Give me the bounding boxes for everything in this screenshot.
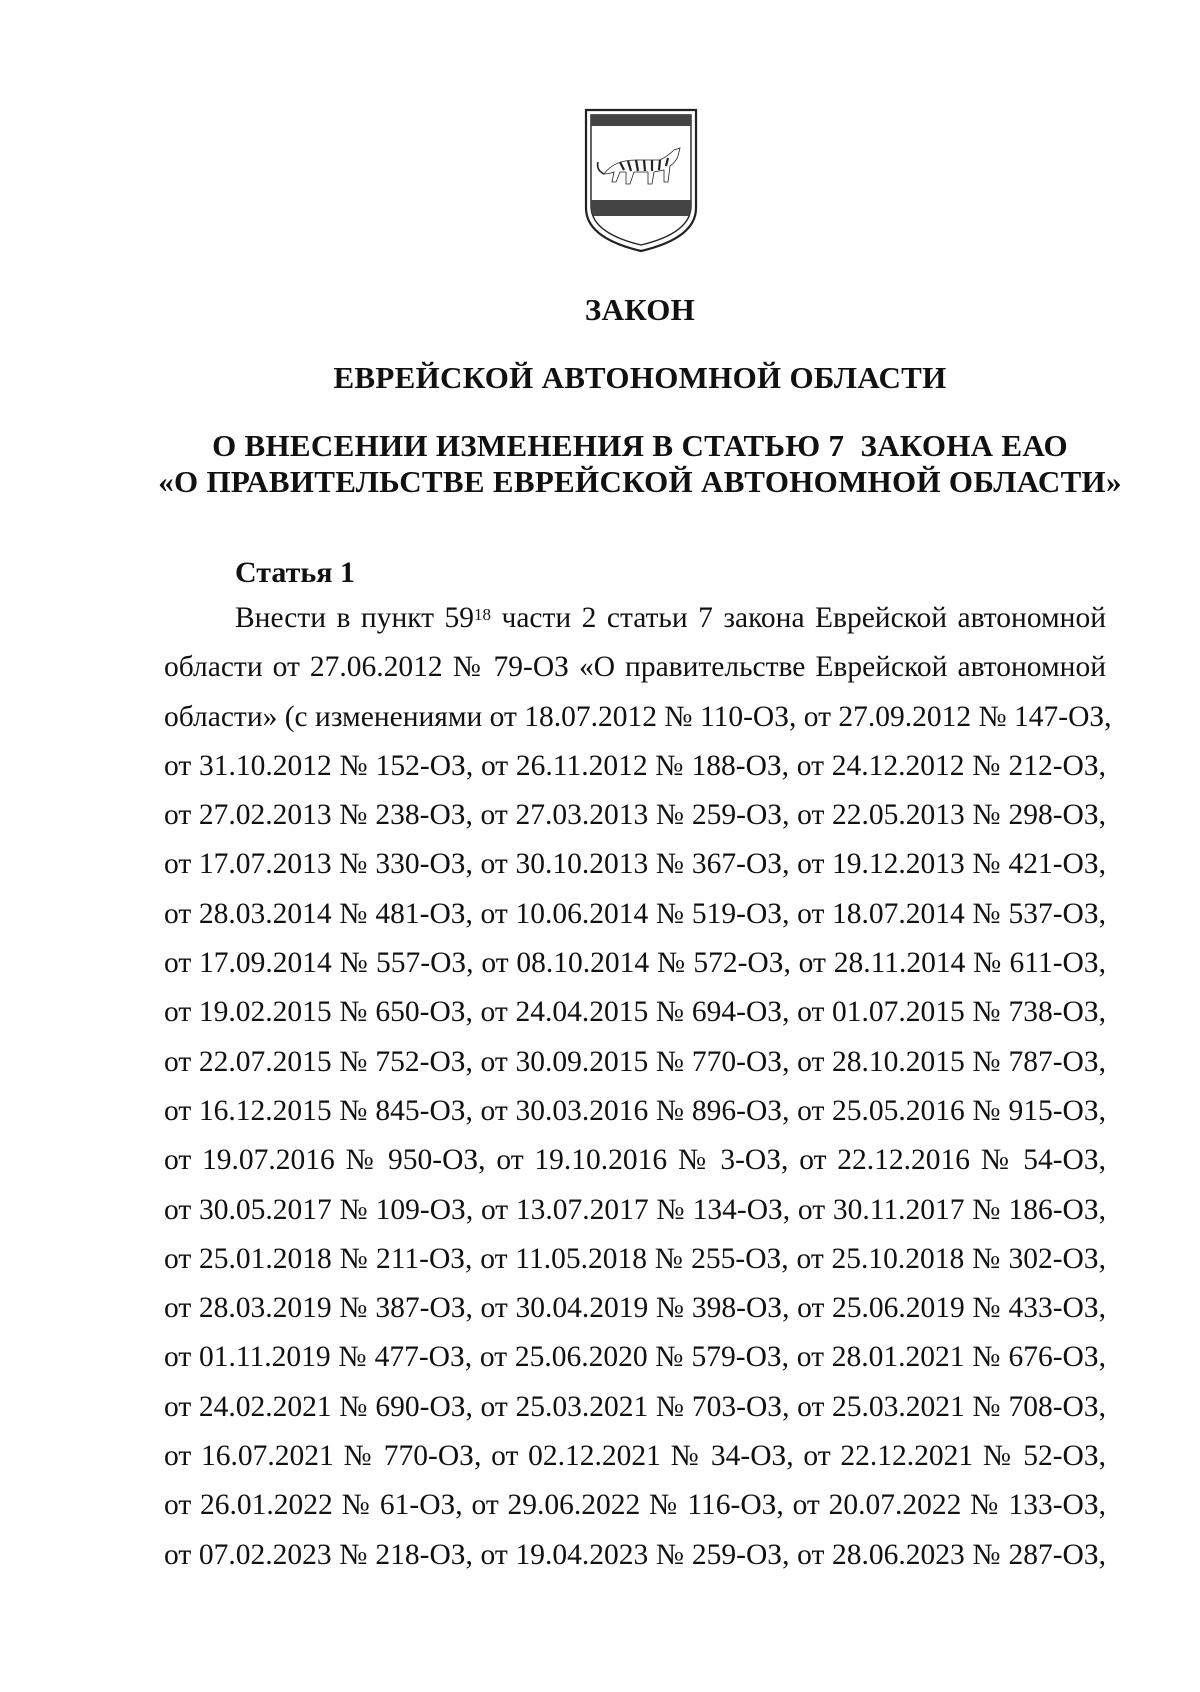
tiger-coat-of-arms-icon [580, 104, 702, 256]
article-text-line: от 27.02.2013 № 238-ОЗ, от 27.03.2013 № 259-ОЗ, от 22.05.2013 № 298-ОЗ, [164, 799, 1106, 832]
article-intro-line [164, 594, 1106, 643]
intro-before-sup: Внести в пункт 59 [235, 602, 475, 634]
article-text-line: от 30.05.2017 № 109-ОЗ, от 13.07.2017 № 134-ОЗ, от 30.11.2017 № 186-ОЗ, [164, 1193, 1106, 1226]
article-text-line: от 19.07.2016 № 950-ОЗ, от 19.10.2016 № 3-ОЗ, от 22.12.2016 № 54-ОЗ, [164, 1144, 1106, 1177]
article-text-line: от 16.07.2021 № 770-ОЗ, от 02.12.2021 № 34-ОЗ, от 22.12.2021 № 52-ОЗ, [164, 1440, 1106, 1473]
article-text-line: от 26.01.2022 № 61-ОЗ, от 29.06.2022 № 116-ОЗ, от 20.07.2022 № 133-ОЗ, [164, 1489, 1106, 1522]
article-heading: Статья 1 [235, 556, 355, 589]
law-subject-line-1: О ВНЕСЕНИИ ИЗМЕНЕНИЯ В СТАТЬЮ 7 ЗАКОНА ЕАО [212, 428, 1068, 463]
article-text-line: от 17.07.2013 № 330-ОЗ, от 30.10.2013 № 367-ОЗ, от 19.12.2013 № 421-ОЗ, [164, 848, 1106, 881]
article-text-line: от 17.09.2014 № 557-ОЗ, от 08.10.2014 № 572-ОЗ, от 28.11.2014 № 611-ОЗ, [164, 947, 1106, 980]
article-text-line: от 22.07.2015 № 752-ОЗ, от 30.09.2015 № 770-ОЗ, от 28.10.2015 № 787-ОЗ, [164, 1045, 1106, 1078]
article-text-line: от 31.10.2012 № 152-ОЗ, от 26.11.2012 № 188-ОЗ, от 24.12.2012 № 212-ОЗ, [164, 749, 1106, 782]
article-text-line: от 07.02.2023 № 218-ОЗ, от 19.04.2023 № 259-ОЗ, от 28.06.2023 № 287-ОЗ, [164, 1538, 1106, 1571]
law-title: ЗАКОН [584, 292, 696, 327]
intro-after-sup: части 2 статьи 7 закона Еврейской автономной [491, 602, 1106, 634]
law-subject-line-2: «О ПРАВИТЕЛЬСТВЕ ЕВРЕЙСКОЙ АВТОНОМНОЙ ОБЛАСТИ» [158, 464, 1122, 499]
article-text-line [164, 1580, 1106, 1629]
article-text-line: от 28.03.2019 № 387-ОЗ, от 30.04.2019 № 398-ОЗ, от 25.06.2019 № 433-ОЗ, [164, 1292, 1106, 1325]
intro-superscript: 18 [474, 605, 492, 624]
article-text-line: от 19.02.2015 № 650-ОЗ, от 24.04.2015 № 694-ОЗ, от 01.07.2015 № 738-ОЗ, [164, 996, 1106, 1029]
law-subject [0, 428, 1200, 500]
region-title: ЕВРЕЙСКОЙ АВТОНОМНОЙ ОБЛАСТИ [333, 360, 947, 395]
article-text-line: области от 27.06.2012 № 79-ОЗ «О правительстве Еврейской автономной [164, 651, 1106, 684]
article-text-line: от 24.02.2021 № 690-ОЗ, от 25.03.2021 № 703-ОЗ, от 25.03.2021 № 708-ОЗ, [164, 1390, 1106, 1423]
article-text-line: области» (с изменениями от 18.07.2012 № 110-ОЗ, от 27.09.2012 № 147-ОЗ, [164, 700, 1112, 733]
article-text-line: от 16.12.2015 № 845-ОЗ, от 30.03.2016 № 896-ОЗ, от 25.05.2016 № 915-ОЗ, [164, 1094, 1106, 1127]
article-text-line: от 01.11.2019 № 477-ОЗ, от 25.06.2020 № 579-ОЗ, от 28.01.2021 № 676-ОЗ, [164, 1341, 1106, 1374]
article-text-line: от 28.03.2014 № 481-ОЗ, от 10.06.2014 № 519-ОЗ, от 18.07.2014 № 537-ОЗ, [164, 897, 1106, 930]
article-body [164, 594, 1112, 1629]
article-text-line: от 25.01.2018 № 211-ОЗ, от 11.05.2018 № 255-ОЗ, от 25.10.2018 № 302-ОЗ, [164, 1242, 1106, 1275]
